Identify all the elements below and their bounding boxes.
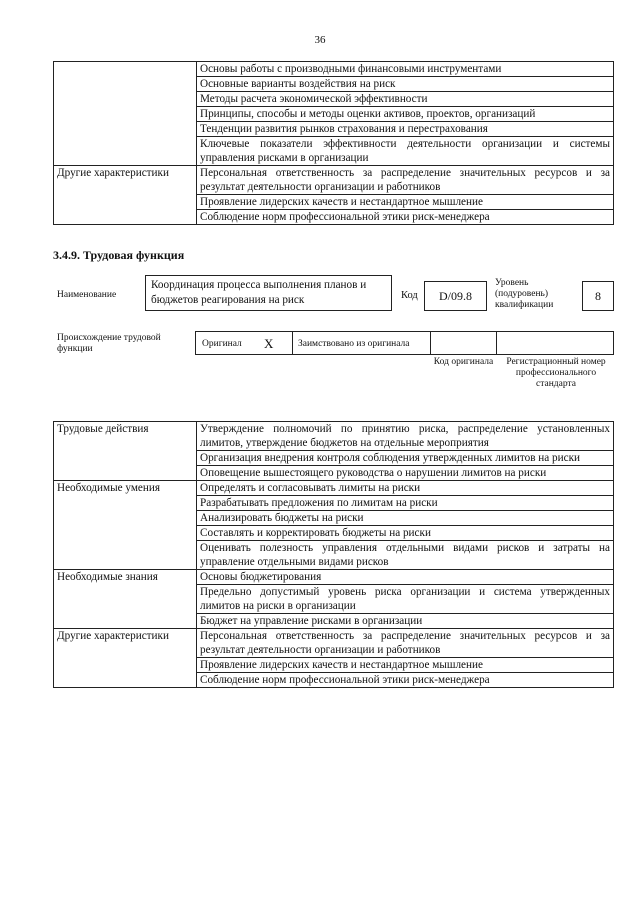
table-cell: Составлять и корректировать бюджеты на риски: [197, 526, 614, 541]
table-cell: Персональная ответственность за распределение значительных ресурсов и за результат деятельности организации и работников: [197, 629, 614, 658]
table-cell: Тенденции развития рынков страхования и перестрахования: [197, 122, 614, 137]
code-original-cell: [430, 331, 497, 355]
function-code-value: D/09.8: [424, 281, 487, 311]
function-name-value: Координация процесса выполнения планов и бюджетов реагирования на риск: [145, 275, 392, 311]
borrowed-label: Заимствовано из оригинала: [298, 339, 410, 349]
borrowed-cell: [292, 331, 431, 355]
table-cell: Персональная ответственность за распределение значительных ресурсов и за результат деятельности организации и работников: [197, 166, 614, 195]
table-row: [54, 481, 614, 496]
table-cell: Анализировать бюджеты на риски: [197, 511, 614, 526]
table-cell: Бюджет на управление рисками в организации: [197, 614, 614, 629]
table-cell: Оценивать полезность управления отдельными видами рисков и затраты на управление отдельными видами рисков: [197, 541, 614, 570]
table-cell: Определять и согласовывать лимиты на риски: [197, 481, 614, 496]
table-cell: Оповещение вышестоящего руководства о нарушении лимитов на риски: [197, 466, 614, 481]
level-label: Уровень (подуровень) квалификации: [495, 278, 554, 310]
table-row: [54, 422, 614, 451]
row-group-heading: Трудовые действия: [54, 422, 197, 481]
table-row: [54, 570, 614, 585]
original-mark: X: [264, 336, 274, 351]
table-row: [54, 629, 614, 658]
code-label: Код: [401, 290, 418, 301]
code-original-caption: Код оригинала: [433, 357, 494, 367]
row-group-heading: Другие характеристики: [54, 629, 197, 688]
table-cell: Разрабатывать предложения по лимитам на риски: [197, 496, 614, 511]
table-cell: Утверждение полномочий по принятию риска, распределение установленных лимитов, утверждение бюджетов на отдельные мероприятия: [197, 422, 614, 451]
original-label: Оригинал: [202, 339, 242, 349]
table-cell: Принципы, способы и методы оценки активов, проектов, организаций: [197, 107, 614, 122]
page-number: 36: [314, 34, 326, 46]
table-cell: Организация внедрения контроля соблюдения утвержденных лимитов на риски: [197, 451, 614, 466]
reg-number-caption: Регистрационный номер профессионального стандарта: [506, 357, 606, 389]
table-cell: Методы расчета экономической эффективности: [197, 92, 614, 107]
table-cell: Основные варианты воздействия на риск: [197, 77, 614, 92]
reg-number-cell: [496, 331, 614, 355]
origin-label: Происхождение трудовой функции: [57, 333, 161, 354]
table-cell: Соблюдение норм профессиональной этики риск-менеджера: [197, 210, 614, 225]
level-value: 8: [582, 281, 614, 311]
name-label: Наименование: [57, 290, 117, 300]
table-cell: Основы работы с производными финансовыми инструментами: [197, 62, 614, 77]
labor-function-table: [53, 421, 614, 688]
table-cell: Предельно допустимый уровень риска организации и система утвержденных лимитов на риски в организации: [197, 585, 614, 614]
top-characteristics-table: [53, 61, 614, 225]
row-group-heading: Другие характеристики: [54, 166, 197, 225]
original-cell: [195, 331, 293, 355]
table-row: [54, 62, 614, 77]
table-cell: Проявление лидерских качеств и нестандартное мышление: [197, 658, 614, 673]
section-title: 3.4.9. Трудовая функция: [53, 248, 185, 262]
table-row: [54, 166, 614, 195]
table-cell: Основы бюджетирования: [197, 570, 614, 585]
row-group-heading: Необходимые умения: [54, 481, 197, 570]
row-group-heading: [54, 62, 197, 166]
table-cell: Соблюдение норм профессиональной этики риск-менеджера: [197, 673, 614, 688]
table-cell: Проявление лидерских качеств и нестандартное мышление: [197, 195, 614, 210]
table-cell: Ключевые показатели эффективности деятельности организации и системы управления рисками в организации: [197, 137, 614, 166]
row-group-heading: Необходимые знания: [54, 570, 197, 629]
